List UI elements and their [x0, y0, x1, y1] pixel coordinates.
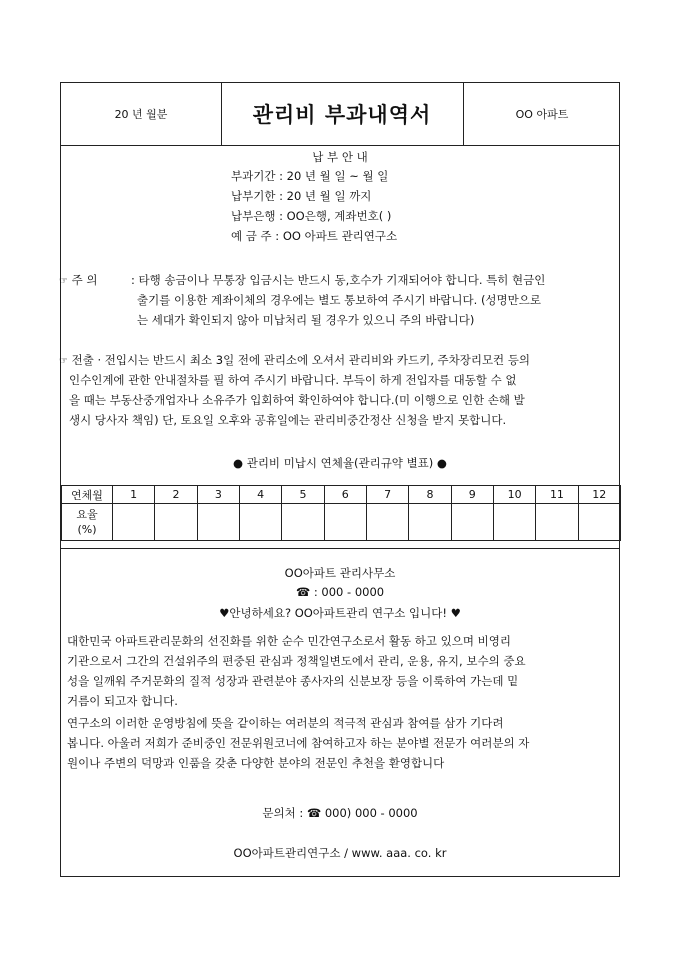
rate-cell[interactable] — [366, 504, 408, 541]
rate-cell[interactable] — [451, 504, 493, 541]
moving-line-4: 생시 당사자 책임) 단, 토요일 오후와 공휴일에는 관리비중간정산 신청을 받지 못합니다. — [69, 413, 507, 427]
intro-line: 봅니다. 아울러 저희가 준비중인 전문위원코너에 참여하고자 하는 분야별 전문가 여러분의 자 — [67, 736, 530, 750]
moving-notice-row — [59, 351, 530, 371]
payment-deadline: 납부기한 : 20 년 월 일 까지 — [231, 189, 372, 203]
moving-line-1: 전출 · 전입시는 반드시 최소 3일 전에 관리소에 오셔서 관리비와 카드키, 주차장리모컨 등의 — [71, 353, 531, 367]
intro-line: 성을 일깨워 주거문화의 질적 성장과 관련분야 종사자의 신분보장 등을 이룩하여 가는데 밑 — [67, 674, 519, 688]
apartment-name: OO 아파트 — [515, 108, 569, 121]
caution-line-2: 출기를 이용한 계좌이체의 경우에는 별도 통보하여 주시기 바랍니다. (성명만으로 — [137, 293, 541, 307]
moving-line-2: 인수인계에 관한 안내절차를 필 하여 주시기 바랍니다. 부득이 하게 전입자를 대동할 수 없 — [69, 373, 517, 387]
billing-month: 20 년 월분 — [61, 83, 222, 145]
office-name: OO아파트 관리사무소 — [284, 566, 396, 580]
moving-line-3: 을 때는 부동산중개업자나 소유주가 입회하여 확인하여야 합니다.(미 이행으로 인한 손해 발 — [69, 393, 525, 407]
month-cell: 1 — [113, 486, 155, 504]
month-cell: 4 — [239, 486, 281, 504]
month-cell: 11 — [536, 486, 578, 504]
office-phone: ☎ : 000 - 0000 — [295, 585, 385, 599]
rate-header-label: 요율 — [76, 508, 98, 521]
rate-cell[interactable] — [409, 504, 451, 541]
intro-line: 대한민국 아파트관리문화의 선진화를 위한 순수 민간연구소로서 활동 하고 있으며 비영리 — [67, 634, 511, 648]
late-fee-table — [61, 485, 621, 541]
caution-line-3: 는 세대가 확인되지 않아 미납처리 될 경우가 있으니 주의 바랍니다) — [137, 313, 475, 327]
bill-form — [60, 82, 620, 877]
month-cell: 8 — [409, 486, 451, 504]
inquiry-phone: 문의처 : ☎ 000) 000 - 0000 — [262, 806, 418, 820]
caution-line-1: : 타행 송금이나 무통장 입금시는 반드시 동,호수가 기재되어야 합니다. 특히 현금인 — [131, 273, 546, 287]
late-fee-title: ● 관리비 미납시 연체율(관리규약 별표) ● — [233, 456, 447, 470]
billing-period: 부과기간 : 20 년 월 일 ~ 월 일 — [231, 169, 389, 183]
month-cell: 12 — [578, 486, 620, 504]
rate-cell[interactable] — [324, 504, 366, 541]
month-cell: 2 — [155, 486, 197, 504]
form-header — [61, 83, 619, 146]
late-month-header: 연체월 — [62, 486, 113, 504]
rate-cell[interactable] — [578, 504, 620, 541]
month-cell: 10 — [493, 486, 535, 504]
intro-line: 연구소의 이러한 운영방침에 뜻을 같이하는 여러분의 적극적 관심과 참여를 삼가 기다려 — [67, 716, 504, 730]
intro-line: 원이나 주변의 덕망과 인품을 갖춘 다양한 분야의 전문인 추천을 환영합니다 — [67, 756, 445, 770]
month-cell: 7 — [366, 486, 408, 504]
late-month-row — [62, 486, 621, 504]
pointing-hand-icon: ☞ — [59, 276, 68, 287]
rate-cell[interactable] — [113, 504, 155, 541]
rate-cell[interactable] — [493, 504, 535, 541]
payment-bank: 납부은행 : OO은행, 계좌번호( ) — [231, 209, 392, 223]
rate-cell[interactable] — [197, 504, 239, 541]
form-title: 관리비 부과내역서 — [221, 83, 464, 145]
rate-cell[interactable] — [155, 504, 197, 541]
rate-cell[interactable] — [239, 504, 281, 541]
rate-cell[interactable] — [536, 504, 578, 541]
month-cell: 3 — [197, 486, 239, 504]
account-holder: 예 금 주 : OO 아파트 관리연구소 — [231, 229, 398, 243]
month-cell: 9 — [451, 486, 493, 504]
rate-header-unit: (%) — [77, 523, 97, 536]
footer-website[interactable]: OO아파트관리연구소 / www. aaa. co. kr — [233, 846, 447, 860]
month-cell: 5 — [282, 486, 324, 504]
rate-cell[interactable] — [282, 504, 324, 541]
intro-line: 기관으로서 그간의 건설위주의 편중된 관심과 정책일변도에서 관리, 운용, 유지, 보수의 중요 — [67, 654, 526, 668]
intro-line: 거름이 되고자 합니다. — [67, 694, 178, 708]
pointing-hand-icon: ☞ — [59, 356, 68, 367]
late-rate-header — [62, 504, 113, 541]
caution-label-row — [59, 271, 98, 291]
greeting: ♥안녕하세요? OO아파트관리 연구소 입니다! ♥ — [219, 606, 461, 620]
payment-notice-heading: 납 부 안 내 — [312, 150, 368, 164]
caution-label: 주 의 — [71, 273, 98, 287]
late-rate-row — [62, 504, 621, 541]
month-cell: 6 — [324, 486, 366, 504]
section-divider — [61, 548, 619, 549]
